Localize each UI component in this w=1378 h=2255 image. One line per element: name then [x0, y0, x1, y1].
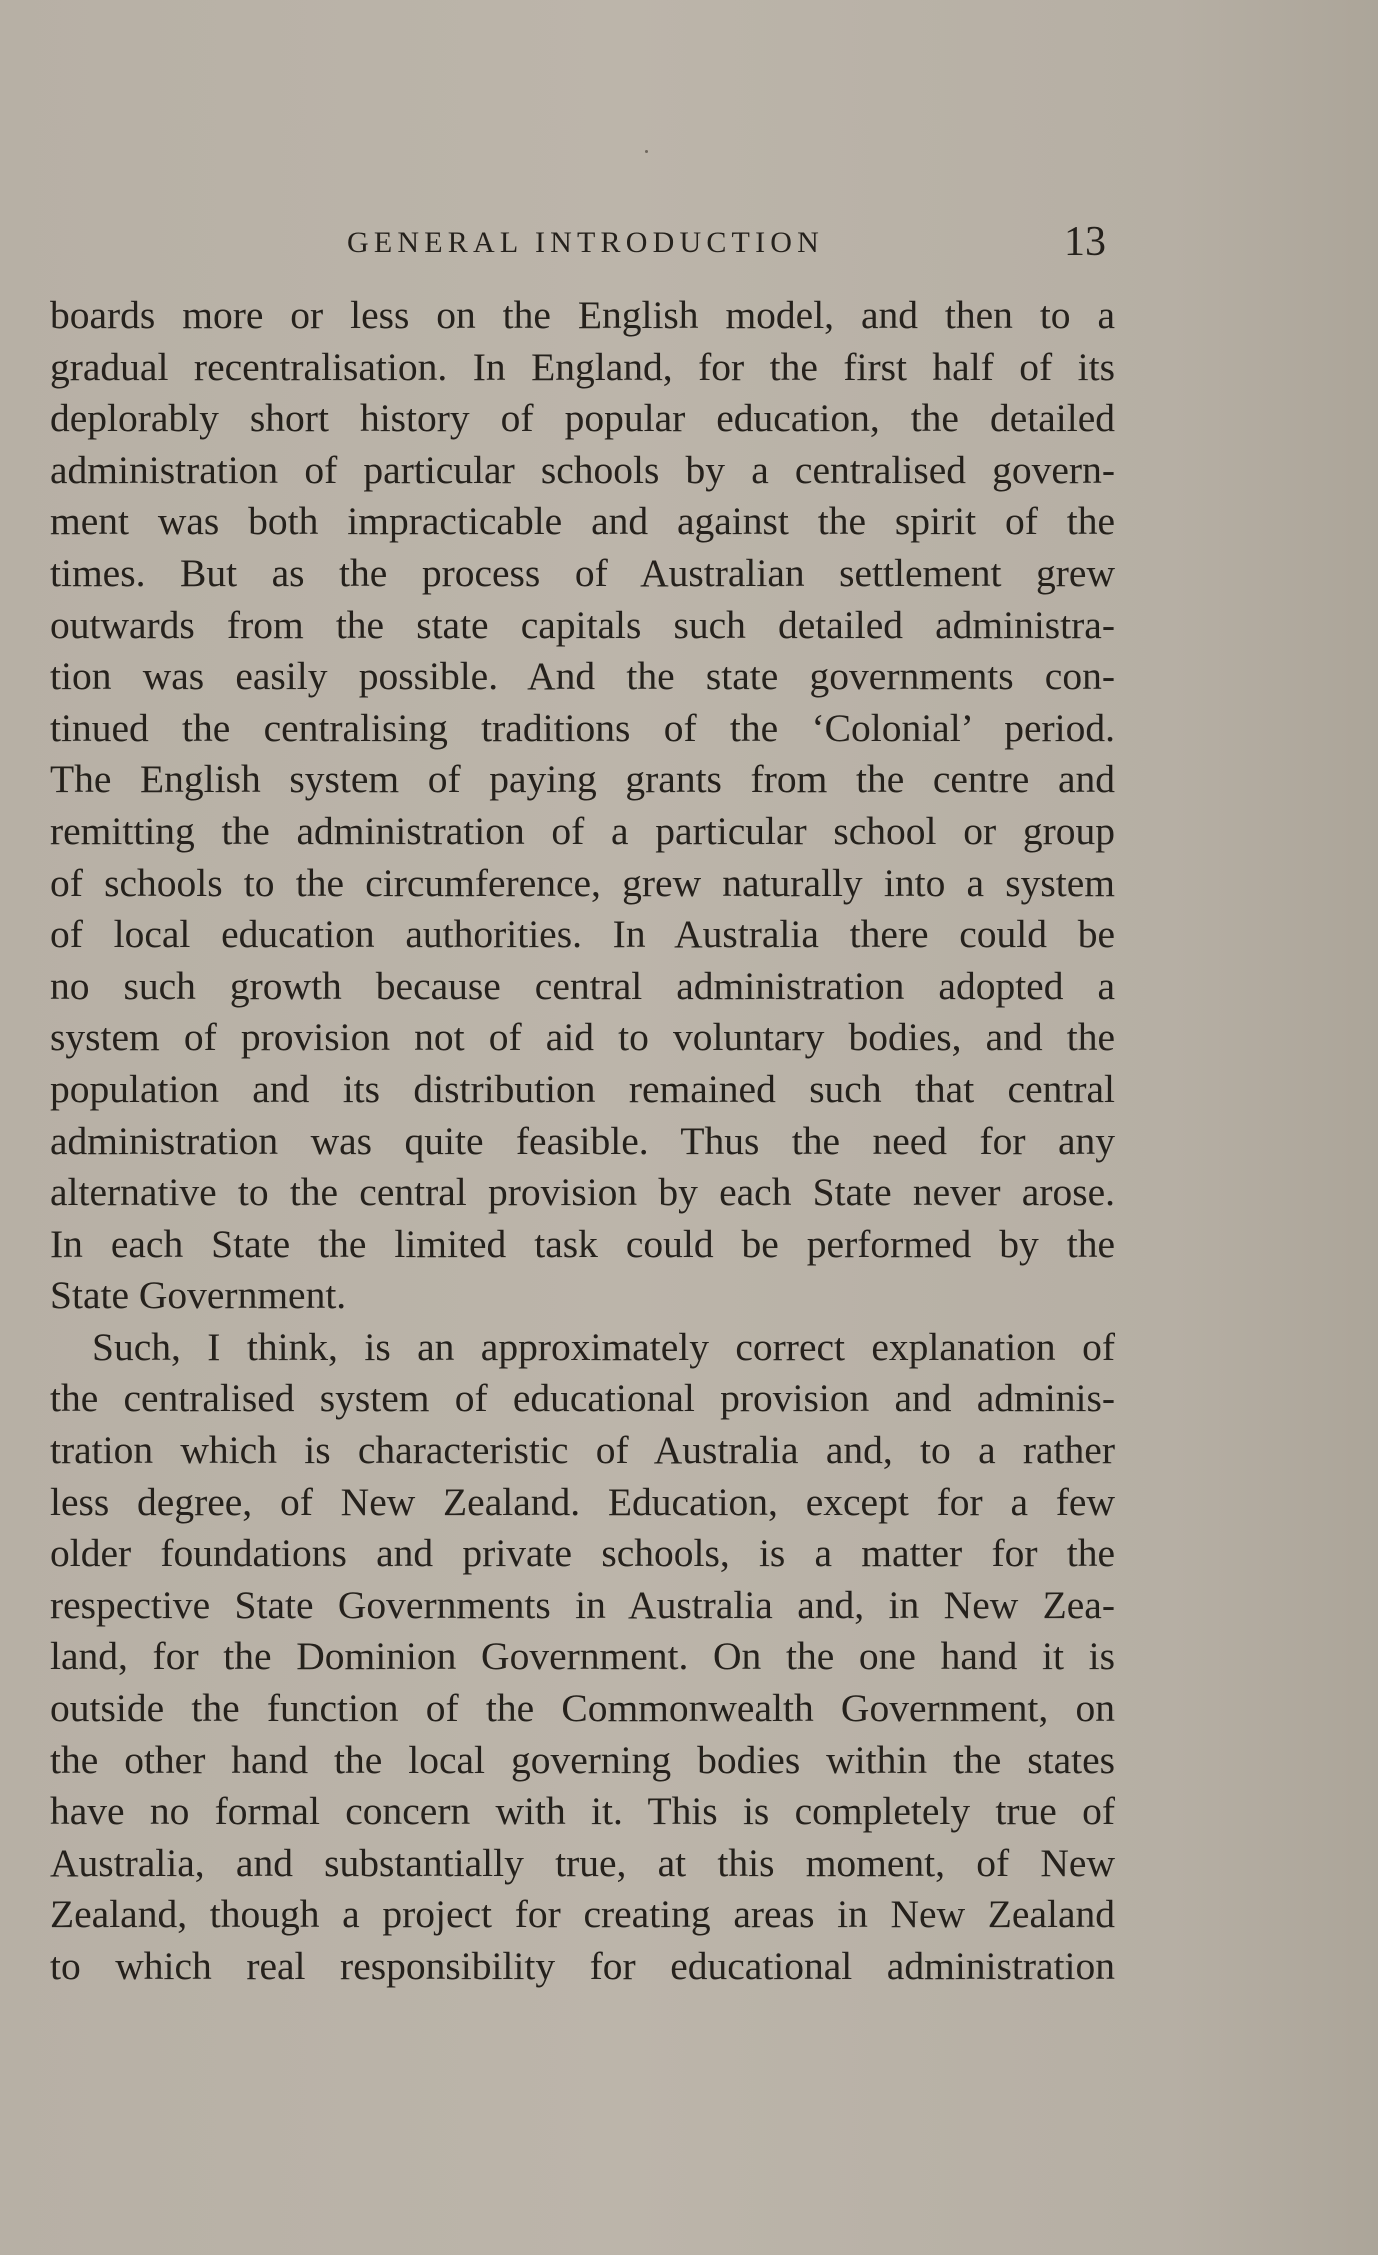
text-line: respective State Governments in Australia and, in New Zea- — [50, 1582, 1115, 1627]
page-number: 13 — [1064, 219, 1106, 265]
running-title: GENERAL INTRODUCTION — [347, 226, 825, 259]
text-line: of schools to the circumference, grew naturally into a system — [50, 860, 1115, 905]
text-line: the other hand the local governing bodies within the states — [50, 1737, 1115, 1782]
paper-speck — [645, 150, 648, 153]
text-line: alternative to the central provision by each State never arose. — [50, 1170, 1115, 1215]
running-head — [0, 218, 1378, 268]
text-line: the centralised system of educational provision and adminis- — [50, 1376, 1115, 1421]
text-line: Zealand, though a project for creating areas in New Zealand — [50, 1892, 1115, 1937]
text-line: In each State the limited task could be performed by the — [50, 1221, 1115, 1266]
text-line: ment was both impracticable and against the spirit of the — [50, 499, 1115, 544]
text-line: have no formal concern with it. This is completely true of — [50, 1789, 1115, 1834]
text-line: tration which is characteristic of Australia and, to a rather — [50, 1428, 1115, 1473]
text-line: administration was quite feasible. Thus the need for any — [50, 1118, 1115, 1163]
text-line: land, for the Dominion Government. On the one hand it is — [50, 1634, 1115, 1679]
text-line: tion was easily possible. And the state governments con- — [50, 654, 1115, 699]
text-line: gradual recentralisation. In England, for the first half of its — [50, 344, 1115, 389]
text-line: times. But as the process of Australian settlement grew — [50, 550, 1115, 595]
text-line: no such growth because central administration adopted a — [50, 963, 1115, 1008]
text-line: deplorably short history of popular education, the detailed — [50, 396, 1115, 441]
text-line: system of provision not of aid to voluntary bodies, and the — [50, 1015, 1115, 1060]
text-line: to which real responsibility for educational administration — [50, 1944, 1115, 1988]
text-line-paragraph-end: State Government. — [50, 1273, 347, 1318]
text-line: tinued the centralising traditions of the ‘Colonial’ period. — [50, 705, 1115, 750]
text-line: population and its distribution remained such that central — [50, 1066, 1115, 1111]
text-line: remitting the administration of a particular school or group — [50, 808, 1115, 853]
text-line: outside the function of the Commonwealth Government, on — [50, 1686, 1115, 1731]
text-line: of local education authorities. In Australia there could be — [50, 912, 1115, 957]
text-line: outwards from the state capitals such detailed administra- — [50, 602, 1115, 647]
text-line-paragraph-start: Such, I think, is an approximately correct explanation of — [92, 1324, 1115, 1369]
text-line: Australia, and substantially true, at this moment, of New — [50, 1840, 1115, 1885]
text-line: older foundations and private schools, is a matter for the — [50, 1531, 1115, 1576]
text-line: less degree, of New Zealand. Education, except for a few — [50, 1479, 1115, 1524]
text-line: The English system of paying grants from the centre and — [50, 757, 1115, 802]
text-line: administration of particular schools by a centralised govern- — [50, 447, 1115, 492]
text-line: boards more or less on the English model, and then to a — [50, 293, 1115, 337]
body-text — [50, 290, 1115, 1993]
